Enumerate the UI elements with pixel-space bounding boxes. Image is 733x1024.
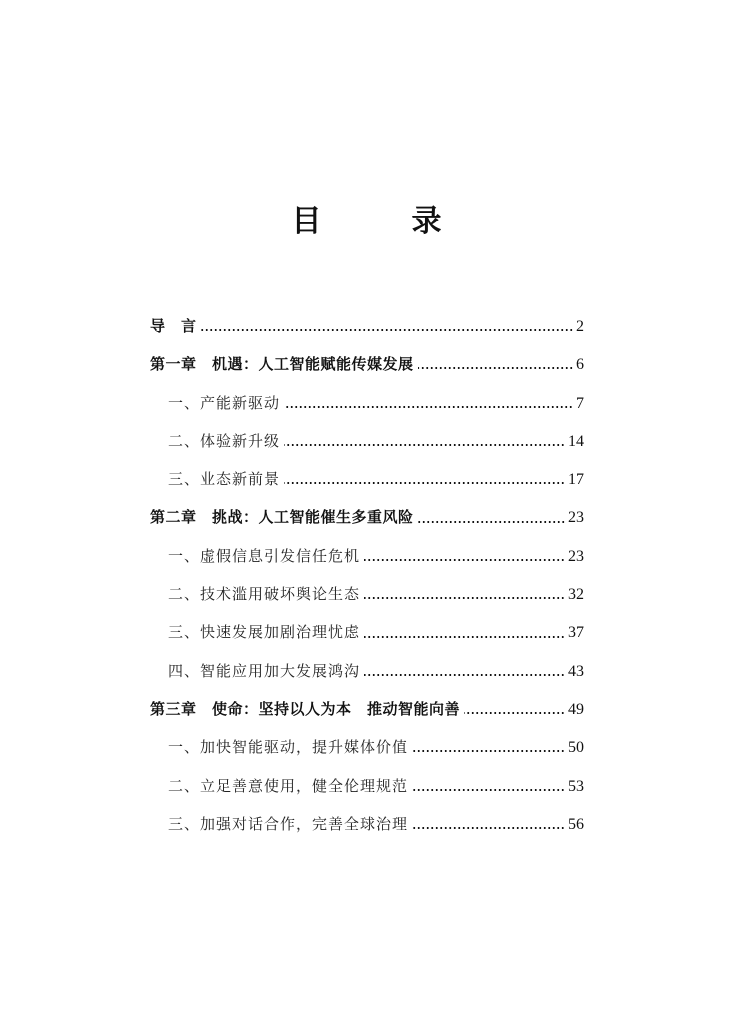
- toc-entry-text: 一、虚假信息引发信任危机: [168, 546, 361, 565]
- dot-leader: [364, 597, 565, 599]
- dot-leader: [284, 406, 573, 408]
- dot-leader: [418, 367, 573, 369]
- dot-leader: [412, 750, 565, 752]
- toc-page-number: 23: [568, 509, 584, 527]
- toc-entry-text: 第一章 机遇：人工智能赋能传媒发展: [150, 355, 414, 374]
- toc-entry-section[interactable]: [150, 767, 584, 805]
- toc-entry-section[interactable]: [150, 652, 584, 690]
- toc-title: 目 录: [291, 204, 472, 239]
- toc-entry-chapter-3[interactable]: [150, 690, 584, 728]
- dot-leader: [201, 329, 573, 331]
- toc-entry-text: 导 言: [150, 317, 197, 335]
- toc-entry-section[interactable]: [150, 460, 584, 498]
- toc-page-number: 49: [568, 700, 584, 718]
- toc-page-number: 2: [576, 318, 584, 335]
- toc-entry-text: 三、快速发展加剧治理忧虑: [168, 623, 361, 642]
- toc-entry-section[interactable]: [150, 537, 584, 575]
- dot-leader: [284, 482, 565, 484]
- toc-entry-section[interactable]: [150, 613, 584, 651]
- toc-entry-text: 第二章 挑战：人工智能催生多重风险: [150, 508, 414, 527]
- toc-page-number: 50: [568, 739, 584, 757]
- toc-entry-section[interactable]: [150, 575, 584, 613]
- toc-entry-text: 二、体验新升级: [168, 431, 281, 450]
- toc-page-number: 23: [568, 547, 584, 565]
- toc-page-number: 43: [568, 662, 584, 680]
- toc-entry-section[interactable]: [150, 728, 584, 766]
- toc-entry-chapter-1[interactable]: [150, 345, 584, 383]
- toc-page-number: 17: [568, 471, 584, 489]
- toc-entry-text: 一、产能新驱动: [168, 393, 281, 412]
- toc-entry-text: 二、技术滥用破坏舆论生态: [168, 585, 361, 604]
- toc-page-number: 7: [576, 394, 584, 412]
- dot-leader: [364, 559, 565, 561]
- toc-page-number: 32: [568, 586, 584, 604]
- toc-entry-preface[interactable]: [150, 307, 584, 345]
- table-of-contents: [150, 307, 584, 843]
- dot-leader: [284, 444, 565, 446]
- toc-entry-section[interactable]: [150, 422, 584, 460]
- toc-page-number: 6: [576, 356, 584, 374]
- toc-entry-text: 四、智能应用加大发展鸿沟: [168, 661, 361, 680]
- dot-leader: [464, 712, 565, 714]
- toc-page-number: 37: [568, 624, 584, 642]
- toc-page-number: 53: [568, 777, 584, 795]
- toc-entry-text: 三、业态新前景: [168, 470, 281, 489]
- dot-leader: [412, 789, 565, 791]
- dot-leader: [364, 674, 565, 676]
- toc-entry-chapter-2[interactable]: [150, 498, 584, 536]
- dot-leader: [418, 521, 565, 523]
- toc-entry-text: 三、加强对话合作，完善全球治理: [168, 814, 409, 833]
- dot-leader: [412, 827, 565, 829]
- dot-leader: [364, 636, 565, 638]
- toc-page-number: 56: [568, 815, 584, 833]
- toc-entry-section[interactable]: [150, 384, 584, 422]
- toc-entry-text: 第三章 使命：坚持以人为本 推动智能向善: [150, 699, 461, 718]
- toc-entry-section[interactable]: [150, 805, 584, 843]
- toc-entry-text: 一、加快智能驱动，提升媒体价值: [168, 738, 409, 757]
- toc-page-number: 14: [568, 432, 584, 450]
- toc-entry-text: 二、立足善意使用，健全伦理规范: [168, 776, 409, 795]
